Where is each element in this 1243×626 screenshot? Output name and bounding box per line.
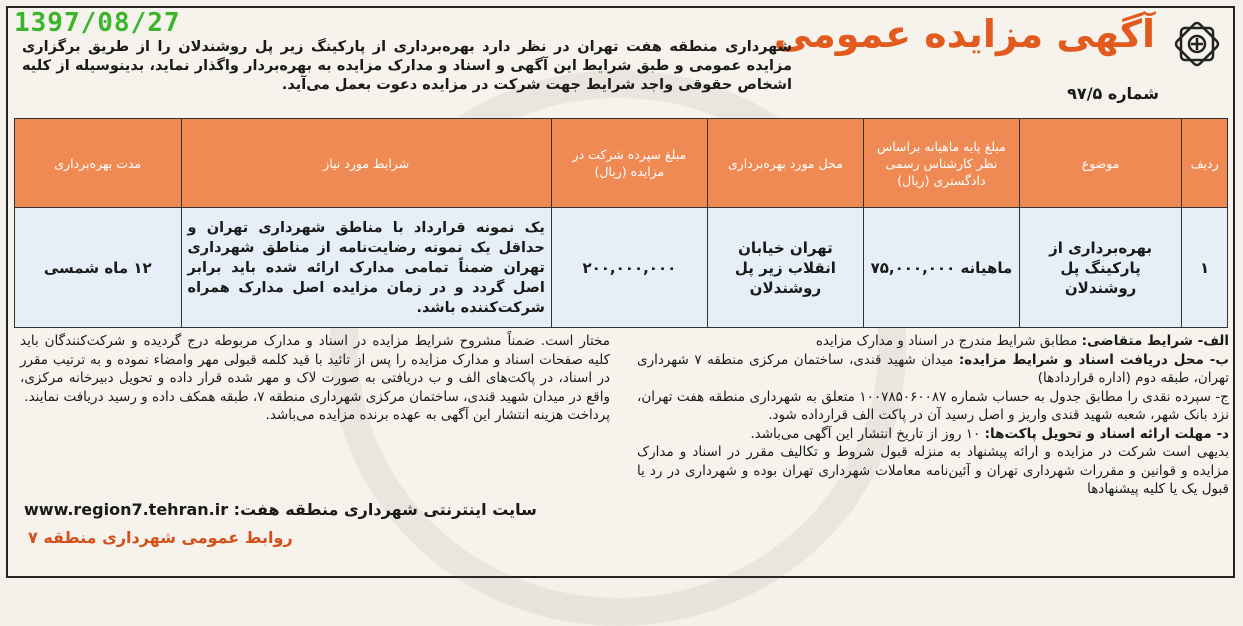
- header-subject: موضوع: [1019, 119, 1181, 208]
- cell-base-price: ماهیانه ۷۵,۰۰۰,۰۰۰: [863, 208, 1019, 328]
- public-relations-signature: روابط عمومی شهرداری منطقه ۷: [28, 528, 293, 547]
- header-row-number: ردیف: [1182, 119, 1228, 208]
- intro-paragraph: شهرداری منطقه هفت تهران در نظر دارد بهره‌برداری از پارکینگ زیر پل روشندلان را از طریق برگزاری مزایده عمومی و طبق شرایط این آگهی و اسناد و مدارک مزایده به بهره‌بردار واگذار نماید، بدینوسیله از کلیه اشخاص حقوقی واجد شرایط جهت شرکت در مزایده دعوت بعمل می‌آید.: [22, 39, 792, 93]
- table-header-row: [15, 119, 1228, 208]
- date-stamp: 1397/08/27: [14, 8, 181, 38]
- condition-d-label: د- مهلت ارائه اسناد و تحویل پاکت‌ها:: [984, 425, 1229, 442]
- auction-table: [14, 118, 1228, 328]
- ad-number: شماره ۹۷/۵: [1067, 84, 1159, 103]
- website-line: [24, 500, 537, 519]
- cell-requirements: یک نمونه قرارداد با مناطق شهرداری تهران و حداقل یک نمونه رضایت‌نامه از مناطق شهرداری تهران ضمناً تمامی مدارک ارائه شده باید برابر اصل گردد و در زمان مزایده اصل مدارک همراه شرکت‌کننده باشد.: [181, 208, 551, 328]
- condition-e-text: بدیهی است شرکت در مزایده و ارائه پیشنهاد به منزله قبول شروط و تکالیف مقرر در اسناد و مدارک مزایده و قوانین و مقررات شهرداری تهران و آئین‌نامه معاملات شهرداری تهران بوده و شهرداری در رد یا قبول یک یا کلیه پیشنهادها: [637, 444, 1229, 497]
- condition-a-label: الف- شرایط متقاضی:: [1081, 333, 1229, 349]
- cell-duration: ۱۲ ماه شمسی: [15, 208, 182, 328]
- website-url[interactable]: www.region7.tehran.ir: [24, 500, 229, 519]
- cell-deposit: ۲۰۰,۰۰۰,۰۰۰: [551, 208, 707, 328]
- website-label: سایت اینترنتی شهرداری منطقه هفت:: [233, 500, 537, 519]
- header-deposit: مبلغ سپرده شرکت در مزایده (ریال): [551, 119, 707, 208]
- cell-subject: بهره‌برداری از پارکینگ پل روشندلان: [1019, 208, 1181, 328]
- condition-f-text: مختار است. ضمناً مشروح شرایط مزایده در اسناد و مدارک مربوطه درج گردیده و شرکت‌کنندگان باید کلیه صفحات اسناد و مدارک مزایده را پس از تائید با قید کلمه قبولی مهر وامضاء نموده و به ترتیب مقرر در اسناد، در پاکت‌های الف و ب دریافتی به صورت لاک و مهر شده قرار داده و تحویل دبیرخانه مرکزی، واقع در میدان شهید قندی، ساختمان مرکزی شهرداری منطقه ۷، طبقه همکف داده و رسید دریافت نمایند.: [20, 333, 610, 405]
- condition-b-label: ب- محل دریافت اسناد و شرایط مزایده:: [958, 351, 1229, 368]
- condition-b-text: میدان شهید قندی، ساختمان مرکزی منطقه ۷ شهرداری تهران، طبقه دوم (اداره قراردادها): [637, 351, 1229, 386]
- header-duration: مدت بهره‌برداری: [15, 119, 182, 208]
- conditions-right-column: [637, 332, 1229, 499]
- header-requirements: شرایط مورد نیاز: [181, 119, 551, 208]
- page-title: آگهی مزایده عمومی: [773, 12, 1155, 56]
- municipality-logo-icon: [1169, 16, 1225, 72]
- condition-a-text: مطابق شرایط مندرج در اسناد و مدارک مزایده: [815, 333, 1082, 349]
- cell-location: تهران خیابان انقلاب زیر پل روشندلان: [707, 208, 863, 328]
- condition-c-text: ج- سپرده نقدی را مطابق جدول به حساب شماره ۱۰۰۷۸۵۰۶۰۰۸۷ متعلق به شهرداری منطقه هفت تهران، نزد بانک شهر، شعبه شهید قندی واریز و اصل رسید آن در پاکت الف قرارداده شود.: [637, 388, 1229, 423]
- conditions-left-column: [20, 332, 610, 425]
- cell-row-number: ۱: [1182, 208, 1228, 328]
- condition-d-text: ۱۰ روز از تاریخ انتشار این آگهی می‌باشد.: [750, 425, 985, 442]
- condition-g-text: پرداخت هزینه انتشار این آگهی به عهده برنده مزایده می‌باشد.: [265, 407, 610, 423]
- table-row: [15, 208, 1228, 328]
- header-location: محل مورد بهره‌برداری: [707, 119, 863, 208]
- header-base-price: مبلغ پایه ماهیانه براساس نظر کارشناس رسمی دادگستری (ریال): [863, 119, 1019, 208]
